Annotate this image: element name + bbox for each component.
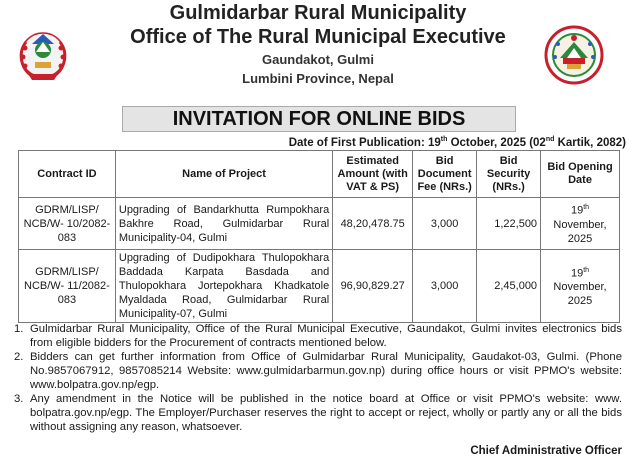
publication-sup-1: th: [440, 136, 448, 143]
office-title: Office of The Rural Municipal Executive: [130, 26, 506, 48]
opening-sup: th: [583, 266, 590, 274]
cell-opening-date: [541, 198, 620, 250]
note-item: [10, 392, 622, 434]
note-number: 1.: [14, 323, 24, 335]
opening-sup: th: [583, 204, 590, 212]
table-row: [19, 198, 620, 250]
signoff: Chief Administrative Officer: [470, 445, 622, 457]
opening-rest: November, 2025: [553, 281, 607, 308]
publication-label: Date of First Publication: 19: [288, 136, 441, 149]
cell-security: 2,45,000: [477, 250, 541, 323]
cell-amount: 48,20,478.75: [333, 198, 413, 250]
opening-rest: November, 2025: [553, 218, 607, 245]
header-amount: Estimated Amount (with VAT & PS): [333, 151, 413, 198]
header-project: Name of Project: [115, 151, 332, 198]
notes-list: [10, 322, 622, 434]
note-number: 3.: [14, 393, 24, 405]
cell-project: Upgrading of Bandarkhutta Rumpokhara Bakhre Road, Gulmidarbar Rural Municipality-04, Gulmi: [115, 198, 332, 250]
header-doc-fee: Bid Document Fee (NRs.): [413, 151, 477, 198]
publication-mid: October, 2025 (02: [447, 136, 546, 149]
header-contract-id: Contract ID: [19, 151, 116, 198]
publication-date: [289, 136, 626, 149]
note-text: Any amendment in the Notice will be published in the notice board at Office or visit PPMO's website: www. bolpatra.gov.np/egp. The Employer/Purchaser reserves the right to accept or reject, wholly or partly any or all the bids without assigning any reason, whatsoever.: [30, 393, 622, 433]
address-line-1: Gaundakot, Gulmi: [262, 52, 374, 67]
note-item: [10, 350, 622, 392]
cell-contract-id: GDRM/LISP/ NCB/W- 10/2082-083: [19, 198, 116, 250]
table-header-row: [19, 151, 620, 198]
notice-banner: INVITATION FOR ONLINE BIDS: [122, 106, 516, 132]
cell-doc-fee: 3,000: [413, 198, 477, 250]
cell-security: 1,22,500: [477, 198, 541, 250]
header-security: Bid Security (NRs.): [477, 151, 541, 198]
opening-day: 19: [570, 204, 584, 217]
municipality-title: Gulmidarbar Rural Municipality: [169, 2, 467, 24]
cell-amount: 96,90,829.27: [333, 250, 413, 323]
note-text: Gulmidarbar Rural Municipality, Office of the Rural Municipal Executive, Gaundakot, Gulmi invites electronics bids from eligible bidders for the Procurement of contracts mentioned below.: [30, 323, 622, 349]
note-text: Bidders can get further information from Office of Gulmidarbar Rural Municipality, Gaudakot-03, Gulmi. (Phone No.9857067912, 9857085214 Website: www.gulmidarbarmun.gov.np) during office hours or visit PPMO's website: www.bolpatra.gov.np/egp.: [30, 351, 622, 391]
note-number: 2.: [14, 351, 24, 363]
cell-contract-id: GDRM/LISP/ NCB/W- 11/2082-083: [19, 250, 116, 323]
cell-opening-date: [541, 250, 620, 323]
table-row: [19, 250, 620, 323]
note-item: [10, 322, 622, 350]
cell-project: Upgrading of Dudipokhara Thulopokhara Baddada Karpata Basdada and Thulopokhara Jortepokhara Khadkatole Myaldada Road, Gulmidarbar Rural Municipality-07, Gulmi: [115, 250, 332, 323]
bids-table: [18, 150, 620, 323]
publication-end: Kartik, 2082): [554, 136, 626, 149]
publication-sup-2: nd: [545, 136, 555, 143]
address-line-2: Lumbini Province, Nepal: [242, 71, 394, 86]
header-opening-date: Bid Opening Date: [541, 151, 620, 198]
nepal-emblem-icon: [12, 22, 74, 84]
cell-doc-fee: 3,000: [413, 250, 477, 323]
opening-day: 19: [570, 267, 584, 280]
